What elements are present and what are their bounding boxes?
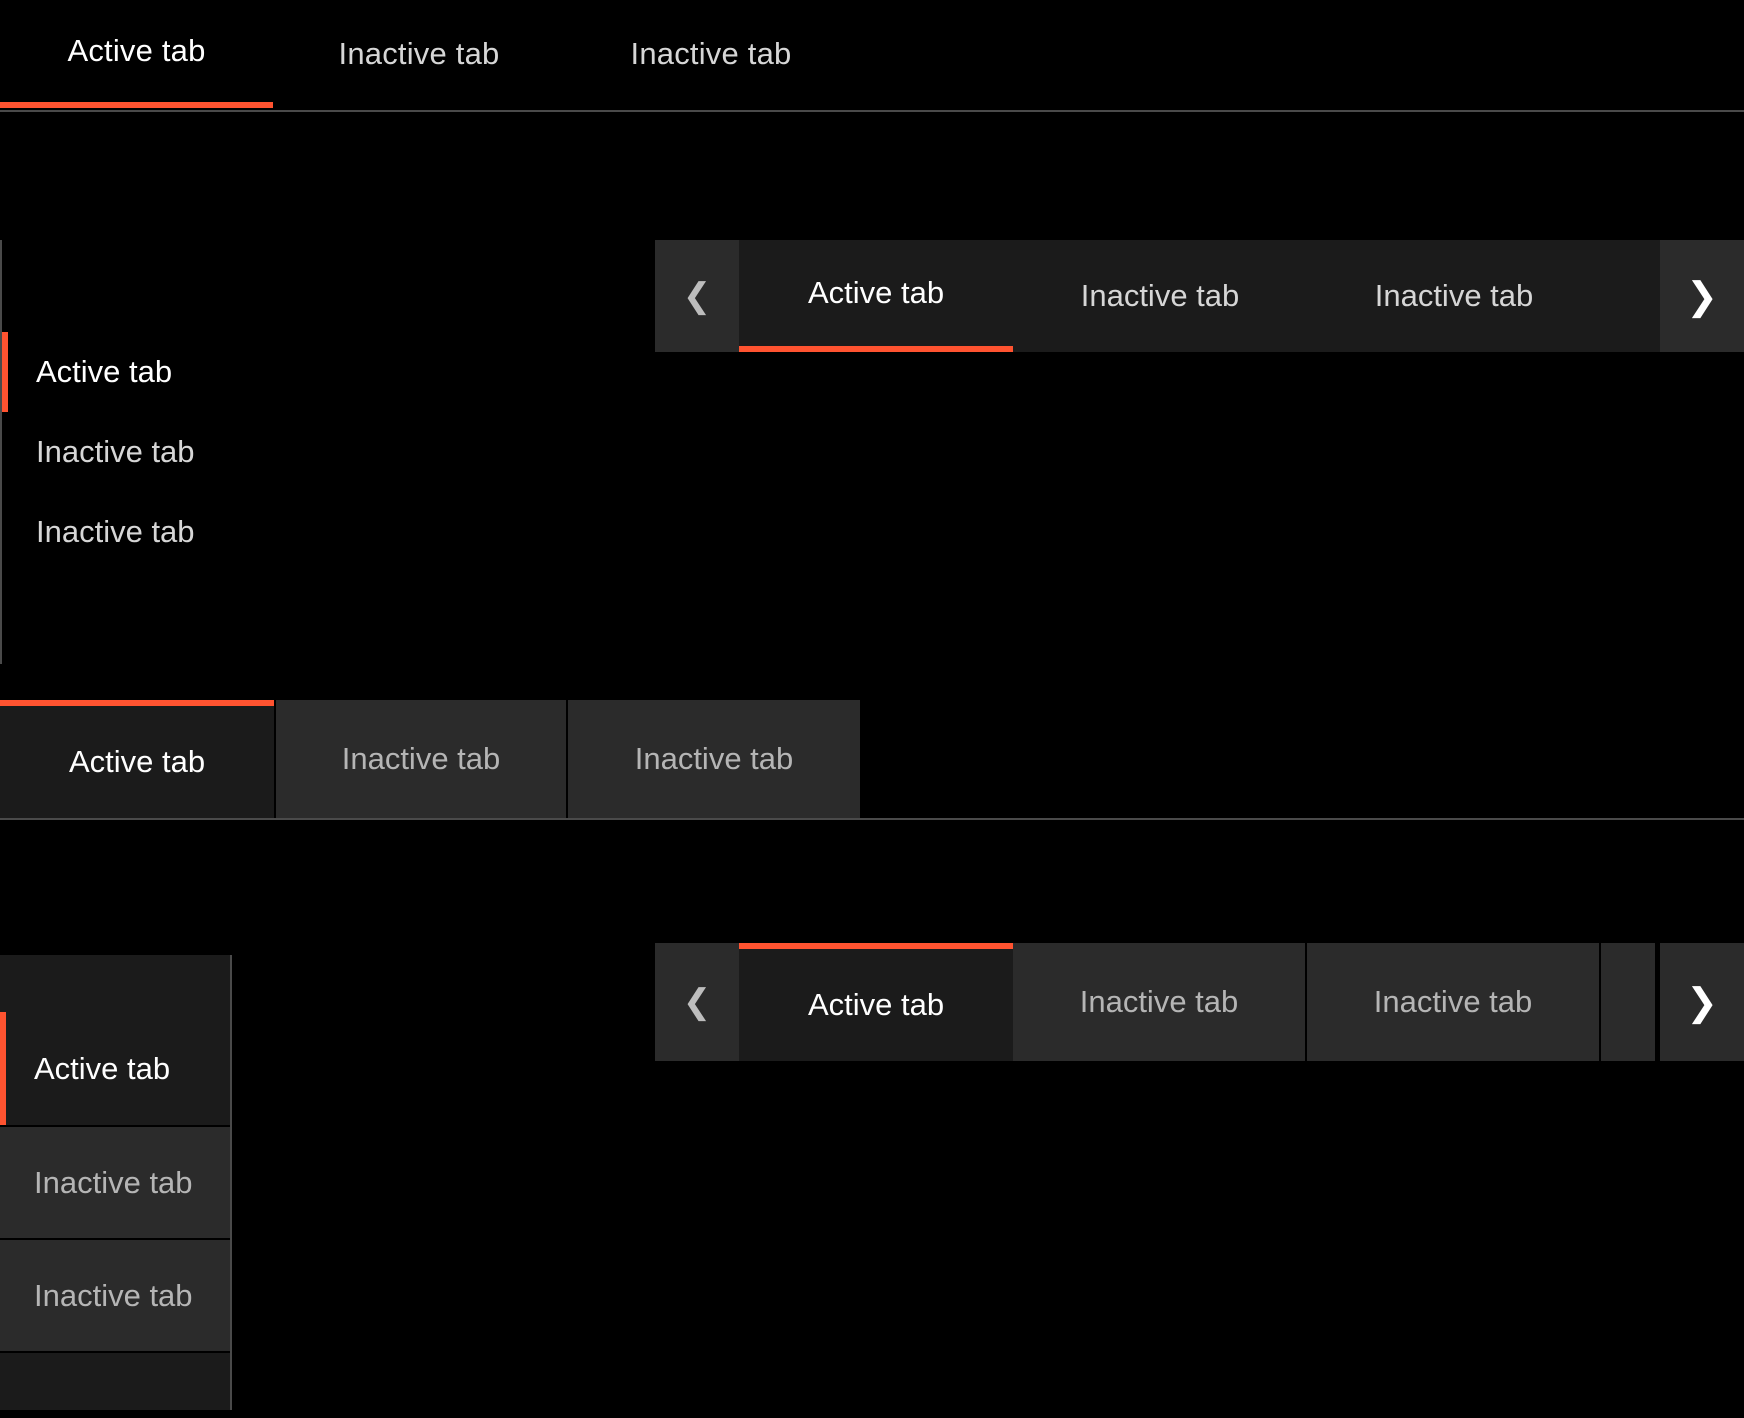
vtab-label: Inactive tab bbox=[34, 1164, 193, 1200]
tab-label: Active tab bbox=[807, 987, 945, 1022]
scrollable-underline-tabs-section bbox=[655, 240, 1744, 352]
tab-active-4[interactable] bbox=[739, 943, 1013, 1061]
vtab-label: Inactive tab bbox=[36, 434, 195, 469]
tab-active-2[interactable] bbox=[739, 240, 1013, 352]
boxed-vertical-bottom-cap bbox=[0, 1351, 230, 1410]
scrollable-boxed-tabs-section bbox=[655, 943, 1744, 1061]
boxed-tablist bbox=[0, 700, 1744, 820]
scroll-boxed-tablist bbox=[739, 943, 1660, 1061]
vtab-inactive-2a[interactable] bbox=[0, 1125, 230, 1238]
tab-label: Inactive tab bbox=[1079, 984, 1239, 1019]
tab-inactive-3b[interactable] bbox=[568, 700, 862, 818]
boxed-tabs-section bbox=[0, 700, 1744, 820]
boxed-vertical-top-cap bbox=[0, 955, 230, 1012]
vtab-label: Active tab bbox=[34, 1050, 171, 1086]
chevron-right-glyph: ❯ bbox=[1686, 275, 1718, 318]
vtab-label: Active tab bbox=[36, 354, 173, 389]
tab-inactive-4a[interactable] bbox=[1013, 943, 1307, 1061]
tab-label: Inactive tab bbox=[1374, 278, 1534, 313]
tab-inactive-2a[interactable] bbox=[1013, 240, 1307, 352]
chevron-left-icon[interactable] bbox=[655, 943, 739, 1061]
scroll-tablist bbox=[739, 240, 1660, 352]
chevron-left-glyph: ❮ bbox=[682, 277, 712, 315]
tab-label: Inactive tab bbox=[630, 36, 792, 71]
tab-partial-4c[interactable] bbox=[1601, 943, 1657, 1061]
chevron-right-glyph: ❯ bbox=[1686, 981, 1718, 1024]
tab-label: Active tab bbox=[67, 33, 206, 68]
tab-label: Active tab bbox=[807, 275, 945, 310]
tab-label: Inactive tab bbox=[341, 741, 501, 776]
vertical-underline-tabs-section bbox=[0, 240, 300, 664]
vertical-tablist bbox=[0, 240, 300, 664]
vtab-inactive-1b[interactable] bbox=[2, 492, 300, 572]
chevron-right-icon[interactable] bbox=[1660, 943, 1744, 1061]
tab-label: Inactive tab bbox=[1080, 278, 1240, 313]
top-underline-tabs-section bbox=[0, 0, 1744, 112]
tablist bbox=[0, 0, 1744, 112]
tab-label: Inactive tab bbox=[338, 36, 500, 71]
boxed-vertical-tablist bbox=[0, 955, 232, 1410]
tab-inactive-2b[interactable] bbox=[1307, 240, 1601, 352]
tab-label: Active tab bbox=[68, 744, 206, 779]
vtab-label: Inactive tab bbox=[36, 514, 195, 549]
chevron-left-glyph: ❮ bbox=[682, 983, 712, 1021]
tab-inactive-3a[interactable] bbox=[274, 700, 568, 818]
vertical-tablist-bottom-spacer bbox=[2, 572, 300, 664]
vertical-tablist-top-spacer bbox=[2, 240, 300, 332]
vtab-active-2[interactable] bbox=[0, 1012, 230, 1125]
vtab-inactive-1a[interactable] bbox=[2, 412, 300, 492]
chevron-left-icon[interactable] bbox=[655, 240, 739, 352]
vtab-inactive-2b[interactable] bbox=[0, 1238, 230, 1351]
tab-active-3[interactable] bbox=[0, 700, 274, 818]
vtab-active-1[interactable] bbox=[2, 332, 300, 412]
vtab-label: Inactive tab bbox=[34, 1277, 193, 1313]
tab-inactive-1a[interactable] bbox=[273, 0, 565, 108]
boxed-vertical-tabs-section bbox=[0, 955, 232, 1410]
chevron-right-icon[interactable] bbox=[1660, 240, 1744, 352]
tab-inactive-1b[interactable] bbox=[565, 0, 857, 108]
tab-active-1[interactable] bbox=[0, 0, 273, 108]
tab-inactive-4b[interactable] bbox=[1307, 943, 1601, 1061]
tab-label: Inactive tab bbox=[634, 741, 794, 776]
tab-label: Inactive tab bbox=[1373, 984, 1533, 1019]
